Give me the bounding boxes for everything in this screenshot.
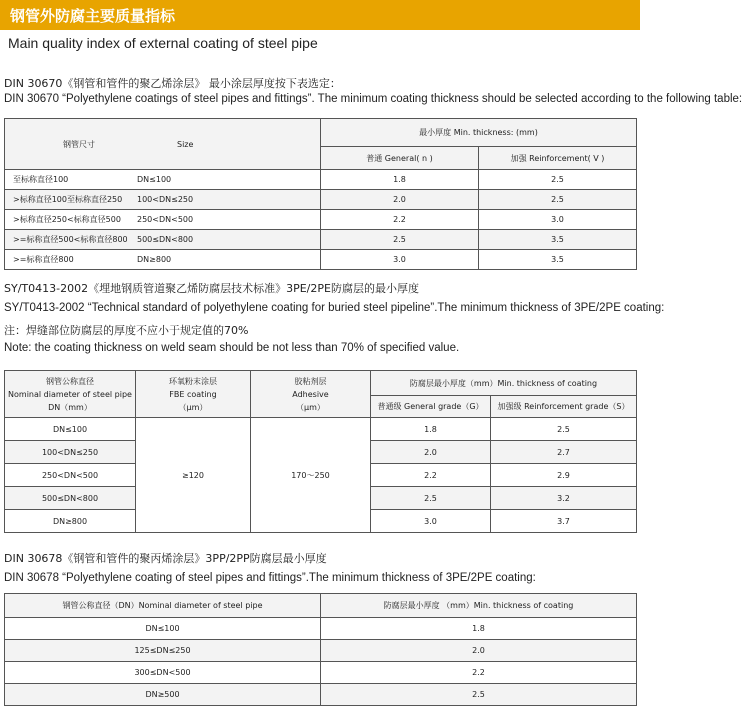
table-row: 至标称直径100 DN≤100 1.8 2.5 — [5, 170, 637, 190]
table-row: DN≤100 1.8 — [5, 618, 637, 640]
table-row: 300≤DN<500 2.2 — [5, 662, 637, 684]
header-size: 钢管尺寸 Size — [5, 119, 321, 170]
banner-title: 钢管外防腐主要质量指标 — [10, 7, 176, 25]
syt0413-title-en: SY/T0413-2002 “Technical standard of polyethylene coating for buried steel pipeline”.The minimum thickness of 3PE/2PE coating: — [4, 302, 665, 314]
table-row: >=标称直径800 DN≥800 3.0 3.5 — [5, 250, 637, 270]
syt0413-table — [4, 370, 637, 533]
table-row: 250<DN<500 2.2 2.9 — [5, 464, 637, 487]
din30670-table — [4, 118, 637, 270]
din30678-table — [4, 593, 637, 706]
din30678-title-cn: DIN 30678《钢管和管件的聚丙烯涂层》3PP/2PP防腐层最小厚度 — [4, 552, 327, 565]
weld-note-cn: 注：焊缝部位防腐层的厚度不应小于规定值的70% — [4, 324, 249, 337]
syt0413-title-cn: SY/T0413-2002《埋地钢质管道聚乙烯防腐层技术标准》3PE/2PE防腐层的最小厚度 — [4, 282, 419, 295]
table-row: >标称直径100至标称直径250 100<DN≤250 2.0 2.5 — [5, 190, 637, 210]
header-reinforcement-grade: 加强级 Reinforcement grade（S） — [491, 396, 637, 418]
header-min-thickness: 最小厚度 Min. thickness: (mm) — [321, 119, 637, 147]
header-nominal-diameter: 钢管公称直径（DN）Nominal diameter of steel pipe — [5, 594, 321, 618]
din30670-title-en: DIN 30670 “Polyethylene coatings of steel pipes and fittings”. The minimum coating thickness should be selected according to the following table: — [4, 93, 742, 105]
header-reinforcement: 加强 Reinforcement( V ) — [479, 147, 637, 170]
header-general-grade: 普通级 General grade（G） — [371, 396, 491, 418]
table-row: DN≤100 ≥120 170～250 1.8 2.5 — [5, 418, 637, 441]
table-row: DN≥800 3.0 3.7 — [5, 510, 637, 533]
header-fbe-coating: 环氧粉末涂层 FBE coating （μm） — [136, 371, 251, 418]
weld-note-en: Note: the coating thickness on weld seam should be not less than 70% of specified value. — [4, 342, 460, 354]
header-min-thickness: 防腐层最小厚度（mm）Min. thickness of coating — [371, 371, 637, 396]
adhesive-value: 170～250 — [251, 418, 371, 533]
header-min-thickness: 防腐层最小厚度 （mm）Min. thickness of coating — [321, 594, 637, 618]
header-nominal-diameter: 钢管公称直径 Nominal diameter of steel pipe DN（mm） — [5, 371, 136, 418]
section-banner — [0, 0, 640, 30]
table-row: 100<DN≤250 2.0 2.7 — [5, 441, 637, 464]
table-row: 125≤DN≤250 2.0 — [5, 640, 637, 662]
header-adhesive: 胶粘剂层 Adhesive （μm） — [251, 371, 371, 418]
page-subtitle: Main quality index of external coating of steel pipe — [8, 35, 318, 51]
table-row: >标称直径250<标称直径500 250<DN<500 2.2 3.0 — [5, 210, 637, 230]
fbe-value: ≥120 — [136, 418, 251, 533]
din30678-title-en: DIN 30678 “Polyethylene coating of steel pipes and fittings”.The minimum thickness of 3PE/2PE coating: — [4, 572, 536, 584]
din30670-title-cn: DIN 30670《钢管和管件的聚乙烯涂层》 最小涂层厚度按下表选定： — [4, 77, 341, 90]
table-row: 500≤DN<800 2.5 3.2 — [5, 487, 637, 510]
header-general: 普通 General( n ) — [321, 147, 479, 170]
table-row: >=标称直径500<标称直径800 500≤DN<800 2.5 3.5 — [5, 230, 637, 250]
table-row: DN≥500 2.5 — [5, 684, 637, 706]
